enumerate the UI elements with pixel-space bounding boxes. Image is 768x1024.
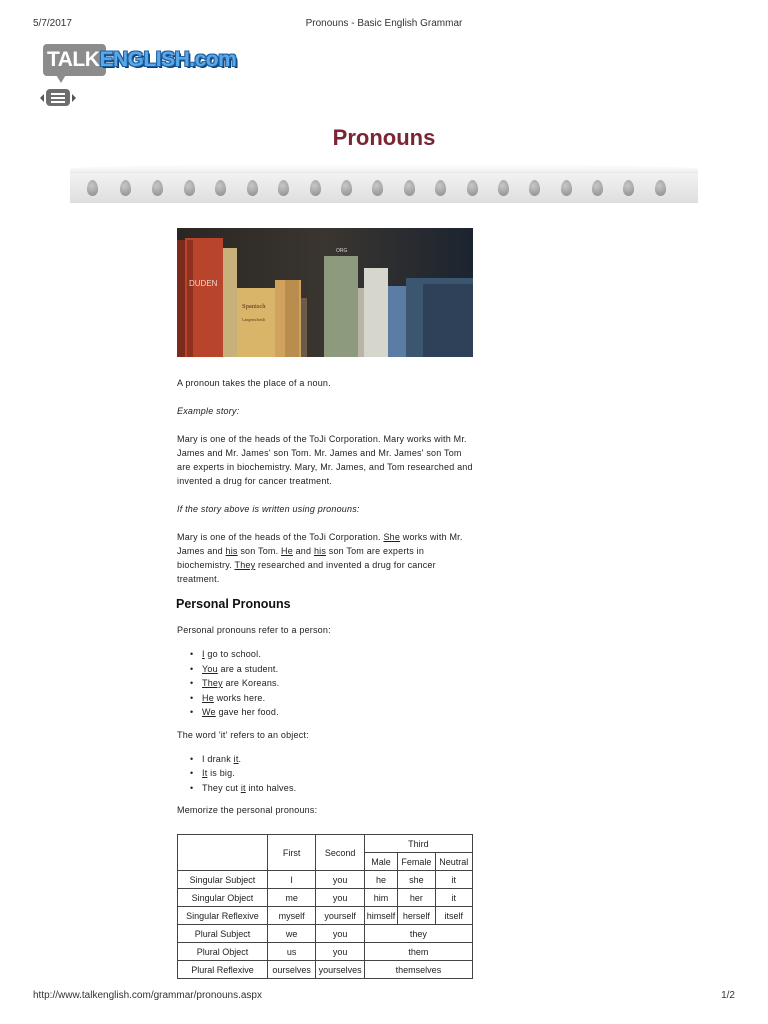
table-header-first: First	[267, 835, 315, 871]
list-item: • I go to school.	[177, 647, 477, 662]
personal-pronouns-body	[177, 623, 477, 817]
list-item: • You are a student.	[177, 662, 477, 677]
print-date: 5/7/2017	[33, 18, 72, 29]
table-header-third: Third	[364, 835, 472, 853]
spine-text-spanisch: Spanisch	[242, 303, 266, 310]
table-row: Plural Reflexive ourselves yourselves themselves	[178, 961, 473, 979]
table-row: Singular Subject I you he she it	[178, 871, 473, 889]
personal-examples-list	[177, 647, 477, 720]
story-pronouns: Mary is one of the heads of the ToJi Corporation. She works with Mr. James and his son Tom. He and his son Tom are experts in biochemistry. They researched and invented a drug for cancer treatment.	[177, 532, 463, 584]
table-header-blank	[178, 835, 268, 871]
table-header-male: Male	[364, 853, 397, 871]
rewrite-label: If the story above is written using pronouns:	[177, 504, 360, 514]
example-label: Example story:	[177, 406, 240, 416]
print-footer	[33, 990, 735, 1004]
it-intro: The word 'it' refers to an object:	[177, 729, 309, 740]
it-examples-list	[177, 752, 477, 796]
table-row: Plural Subject we you they	[178, 925, 473, 943]
table-header-neutral: Neutral	[435, 853, 472, 871]
print-page-number: 1/2	[721, 990, 735, 1001]
definition-text: A pronoun takes the place of a noun.	[177, 378, 331, 388]
list-item: • It is big.	[177, 766, 477, 781]
table-row: Singular Object me you him her it	[178, 889, 473, 907]
spine-text-org: ORG	[336, 248, 348, 254]
pronoun-his: his	[225, 546, 238, 556]
print-title: Pronouns - Basic English Grammar	[305, 18, 463, 29]
logo-bubble-tail	[55, 73, 67, 83]
spine-text-duden: DUDEN	[189, 279, 218, 288]
pronoun-his: his	[313, 546, 327, 556]
list-item: • He works here.	[177, 691, 477, 706]
personal-pronouns-table	[177, 834, 473, 979]
list-item: • I drank it.	[177, 752, 477, 767]
pronoun-they: They	[234, 560, 256, 570]
print-url: http://www.talkenglish.com/grammar/pronouns.aspx	[33, 990, 262, 1001]
table-header-second: Second	[316, 835, 364, 871]
list-item: • We gave her food.	[177, 705, 477, 720]
spine-text-langenscheidt: Langenscheidt	[242, 317, 266, 322]
notebook-spiral-decoration	[70, 160, 698, 204]
personal-intro: Personal pronouns refer to a person:	[177, 625, 331, 635]
table-row: Singular Reflexive myself yourself himself herself itself	[178, 907, 473, 925]
article-body	[177, 376, 477, 586]
section-heading-personal-pronouns: Personal Pronouns	[176, 597, 291, 611]
table-header-row	[178, 835, 473, 853]
books-hero-image	[177, 228, 473, 357]
books-illustration	[177, 228, 473, 357]
list-item: • They cut it into halves.	[177, 781, 477, 796]
memorize-label: Memorize the personal pronouns:	[177, 805, 318, 815]
table-row: Plural Object us you them	[178, 943, 473, 961]
story-original: Mary is one of the heads of the ToJi Corporation. Mary works with Mr. James and Mr. James' son Tom. Mr. James and Mr. James' son Tom are experts in biochemistry. Mary, Mr. James, and Tom researched and invented a drug for cancer treatment.	[177, 434, 473, 486]
arrow-left-icon	[40, 94, 44, 102]
logo-text	[47, 48, 236, 72]
logo-talk: TALK	[47, 48, 100, 71]
site-logo[interactable]	[43, 44, 243, 82]
hamburger-menu-icon[interactable]	[40, 89, 76, 107]
table-header-female: Female	[398, 853, 435, 871]
menu-box	[46, 89, 70, 106]
arrow-right-icon	[72, 94, 76, 102]
pronoun-he: He	[281, 546, 293, 556]
print-header	[33, 18, 735, 32]
page-title: Pronouns	[332, 125, 436, 150]
pronoun-she: She	[383, 532, 401, 542]
list-item: • They are Koreans.	[177, 676, 477, 691]
logo-english: ENGLISH.com	[99, 48, 237, 71]
